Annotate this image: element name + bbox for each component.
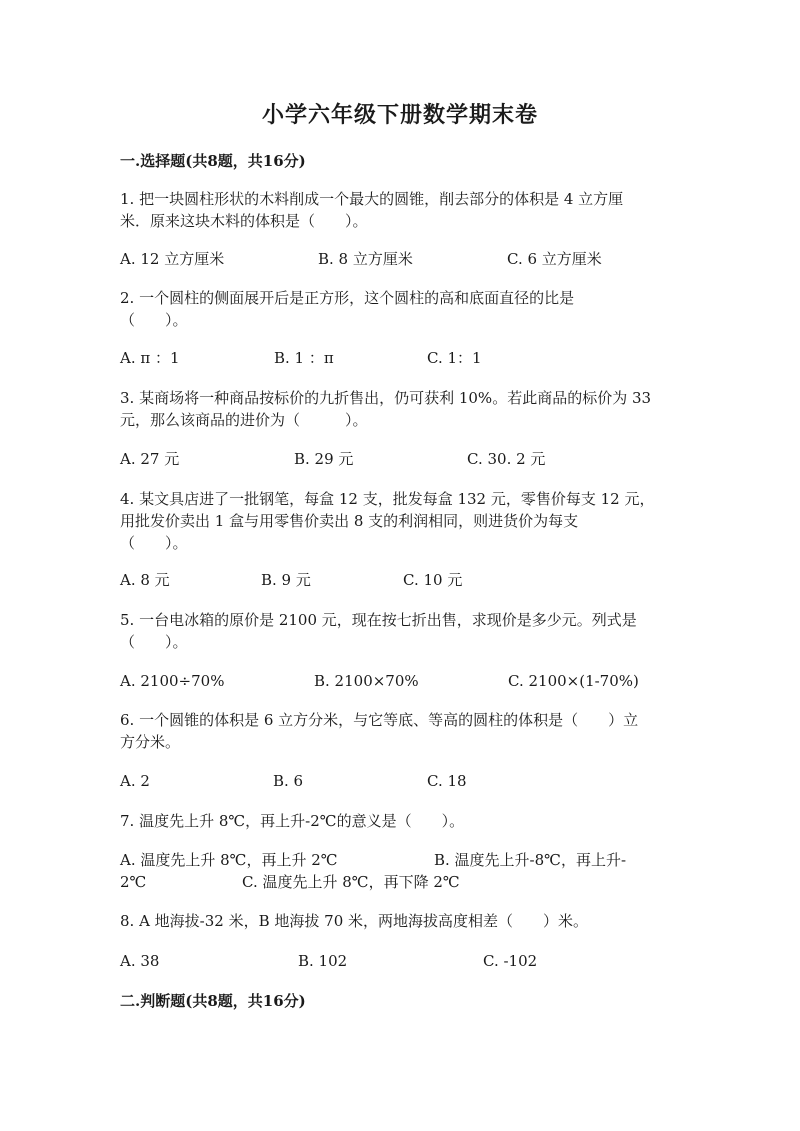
option-b: B. 102 — [298, 952, 348, 970]
question-4-line: 用批发价卖出 1 盒与用零售价卖出 8 支的利润相同，则进货价为每支 — [120, 512, 579, 530]
question-7-options-line — [120, 871, 680, 893]
question-5-line: 5. 一台电冰箱的原价是 2100 元，现在按七折出售，求现价是多少元。列式是 — [120, 611, 637, 629]
question-7-options-line — [120, 849, 680, 871]
question-5 — [120, 609, 680, 653]
question-2-line: （ ）。 — [120, 311, 188, 329]
option-c: C. 1：1 — [427, 349, 482, 367]
question-3-line: 元，那么该商品的进价为（ ）。 — [120, 411, 368, 429]
option-c: C. 10 元 — [403, 571, 463, 589]
question-7 — [120, 810, 680, 832]
question-4-line: （ ）。 — [120, 534, 188, 552]
option-b: B. 2100×70% — [314, 672, 419, 690]
question-3 — [120, 387, 680, 431]
question-7-options — [120, 849, 680, 893]
option-b: B. 9 元 — [261, 571, 311, 589]
question-3-options — [120, 448, 680, 470]
question-1-options — [120, 248, 680, 270]
option-c: C. 6 立方厘米 — [507, 250, 602, 268]
page-title: 小学六年级下册数学期末卷 — [261, 102, 538, 128]
option-a: A. 2 — [120, 772, 150, 790]
option-b: B. 6 — [273, 772, 304, 790]
section-heading-judgment: 二.判断题(共8题，共16分) — [120, 992, 306, 1010]
option-c: C. 30. 2 元 — [467, 450, 546, 468]
question-6-line: 6. 一个圆锥的体积是 6 立方分米，与它等底、等高的圆柱的体积是（ ）立 — [120, 711, 639, 729]
option-a: A. π ：1 — [120, 349, 180, 367]
question-8-line: 8. A 地海拔-32 米，B 地海拔 70 米，两地海拔高度相差（ ）米。 — [120, 912, 589, 930]
question-3-line: 3. 某商场将一种商品按标价的九折售出，仍可获利 10%。若此商品的标价为 33 — [120, 389, 652, 407]
question-6 — [120, 709, 680, 753]
question-7-line: 7. 温度先上升 8℃，再上升-2℃的意义是（ ）。 — [120, 812, 465, 830]
question-2-line: 2. 一个圆柱的侧面展开后是正方形，这个圆柱的高和底面直径的比是 — [120, 289, 575, 307]
option-a: A. 8 元 — [120, 571, 170, 589]
question-4 — [120, 488, 680, 554]
question-4-line: 4. 某文具店进了一批钢笔，每盒 12 支，批发每盒 132 元，零售价每支 12 元， — [120, 490, 655, 508]
option-c: C. -102 — [483, 952, 538, 970]
option-b: B. 8 立方厘米 — [318, 250, 413, 268]
option-a: A. 2100÷70% — [120, 672, 225, 690]
question-8 — [120, 910, 680, 932]
option-b: B. 1 ：π — [274, 349, 334, 367]
question-6-line: 方分米。 — [120, 733, 181, 751]
option-b-continued: 2℃ — [120, 873, 147, 891]
question-6-options — [120, 770, 680, 792]
question-1 — [120, 188, 680, 232]
question-5-options — [120, 670, 680, 692]
question-2 — [120, 287, 680, 331]
option-b: B. 29 元 — [294, 450, 354, 468]
question-1-line: 1. 把一块圆柱形状的木料削成一个最大的圆锥，削去部分的体积是 4 立方厘 — [120, 190, 624, 208]
question-1-line: 米．原来这块木料的体积是（ ）。 — [120, 212, 368, 230]
question-2-options — [120, 347, 680, 369]
option-c: C. 18 — [427, 772, 467, 790]
option-a: A. 温度先上升 8℃，再上升 2℃ — [120, 851, 338, 869]
option-c: C. 温度先上升 8℃，再下降 2℃ — [242, 873, 460, 891]
option-c: C. 2100×(1-70%) — [508, 672, 639, 690]
option-a: A. 12 立方厘米 — [120, 250, 225, 268]
question-5-line: （ ）。 — [120, 633, 188, 651]
section-heading-choice: 一.选择题(共8题，共16分) — [120, 152, 306, 170]
option-a: A. 38 — [120, 952, 160, 970]
question-4-options — [120, 569, 680, 591]
option-b: B. 温度先上升-8℃，再上升- — [434, 851, 627, 869]
question-8-options — [120, 950, 680, 972]
option-a: A. 27 元 — [120, 450, 180, 468]
